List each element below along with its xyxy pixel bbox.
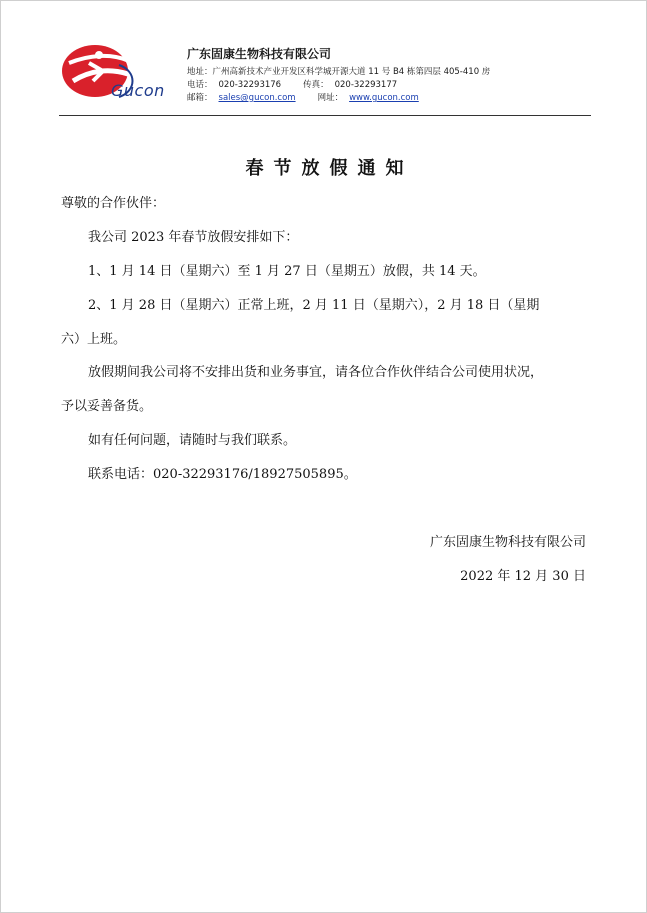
fax-label: 传真： xyxy=(303,80,329,90)
website-label: 网址： xyxy=(317,93,344,103)
address-value: 广州高新技术产业开发区科学城开源大道 11 号 B4 栋第四层 405-410 房 xyxy=(212,67,491,77)
stock-note-line2: 予以妥善备货。 xyxy=(61,399,153,414)
phone-label: 电话： xyxy=(187,80,213,90)
logo-wordmark: Gucon xyxy=(111,81,165,100)
signature-company: 广东固康生物科技有限公司 xyxy=(429,535,586,550)
fax-value: 020-32293177 xyxy=(334,80,398,90)
letterhead-company-name: 广东固康生物科技有限公司 xyxy=(187,47,332,61)
header-divider xyxy=(59,115,591,116)
address-line xyxy=(187,65,490,77)
stock-note-line1: 放假期间我公司将不安排出货和业务事宜，请各位合作伙伴结合公司使用状况， xyxy=(88,365,544,380)
phone-fax-line xyxy=(187,78,397,90)
holiday-item-2-line1: 2、1 月 28 日（星期六）正常上班，2 月 11 日（星期六），2 月 18 日（星期 xyxy=(88,298,540,313)
intro-paragraph: 我公司 2023 年春节放假安排如下： xyxy=(88,230,299,245)
holiday-item-1: 1、1 月 14 日（星期六）至 1 月 27 日（星期五）放假，共 14 天。 xyxy=(88,264,486,279)
address-label: 地址： xyxy=(187,67,213,77)
website-link[interactable]: www.gucon.com xyxy=(349,93,419,103)
notice-title: 春节放假通知 xyxy=(245,158,414,179)
company-logo xyxy=(59,41,169,107)
signature-date: 2022 年 12 月 30 日 xyxy=(460,569,586,584)
contact-phone: 联系电话：020-32293176/18927505895。 xyxy=(88,467,357,482)
phone-value: 020-32293176 xyxy=(218,80,282,90)
holiday-item-2-line2: 六）上班。 xyxy=(61,332,127,347)
contact-note: 如有任何问题，请随时与我们联系。 xyxy=(88,433,297,448)
salutation: 尊敬的合作伙伴： xyxy=(61,196,166,211)
email-website-line xyxy=(187,91,419,103)
email-label: 邮箱： xyxy=(187,93,213,103)
email-link[interactable]: sales@gucon.com xyxy=(218,93,296,103)
